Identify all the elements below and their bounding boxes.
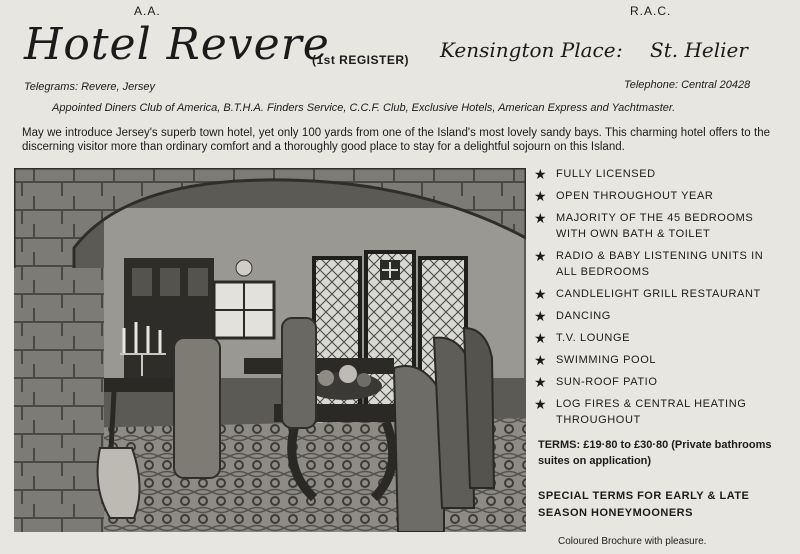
address-town: St. Helier — [650, 38, 748, 62]
features-list — [534, 166, 774, 434]
list-item — [534, 308, 774, 324]
list-item — [534, 248, 774, 280]
feature-text: OPEN THROUGHOUT YEAR — [556, 190, 714, 202]
feature-text: LOG FIRES & CENTRAL HEATING THROUGHOUT — [556, 398, 747, 426]
feature-text: CANDLELIGHT GRILL RESTAURANT — [556, 288, 761, 300]
star-icon: ★ — [534, 286, 548, 302]
star-icon: ★ — [534, 374, 548, 390]
list-item — [534, 352, 774, 368]
address-street: Kensington Place — [440, 38, 616, 62]
brochure-note: Coloured Brochure with pleasure. — [558, 536, 707, 547]
list-item — [534, 286, 774, 302]
star-icon: ★ — [534, 166, 548, 182]
telephone-label: Telephone: Central 20428 — [624, 79, 751, 91]
special-terms-text: SPECIAL TERMS FOR EARLY & LATE SEASON HONEYMOONERS — [538, 490, 750, 519]
star-icon: ★ — [534, 188, 548, 204]
list-item — [534, 374, 774, 390]
feature-text: MAJORITY OF THE 45 BEDROOMS WITH OWN BATH & TOILET — [556, 212, 754, 240]
appointments-line: Appointed Diners Club of America, B.T.H.A. Finders Service, C.C.F. Club, Exclusive Hotels, American Express and Yachtmaster. — [52, 102, 676, 114]
register-label: (1st REGISTER) — [312, 53, 410, 67]
star-icon: ★ — [534, 248, 548, 264]
feature-text: DANCING — [556, 310, 611, 322]
list-item — [534, 166, 774, 182]
dining-room-illustration — [14, 168, 526, 532]
star-icon: ★ — [534, 210, 548, 226]
dining-room-photo — [14, 168, 526, 532]
feature-text: SWIMMING POOL — [556, 354, 657, 366]
intro-paragraph: May we introduce Jersey's superb town hotel, yet only 100 yards from one of the Island's most lovely sandy bays. This charming hotel offers to the discerning visitor more than ordinary comfort and a thoroughly good place to stay for a delightful sojourn on this Island. — [22, 127, 770, 153]
terms-text: TERMS: £19·80 to £30·80 (Private bathrooms suites on application) — [538, 439, 772, 467]
star-icon: ★ — [534, 330, 548, 346]
list-item — [534, 188, 774, 204]
list-item — [534, 396, 774, 428]
feature-text: RADIO & BABY LISTENING UNITS IN ALL BEDROOMS — [556, 250, 764, 278]
feature-text: SUN-ROOF PATIO — [556, 376, 658, 388]
feature-text: FULLY LICENSED — [556, 168, 656, 180]
address-separator: : — [616, 38, 623, 62]
hotel-name: Hotel Revere — [24, 19, 330, 70]
star-icon: ★ — [534, 352, 548, 368]
rac-label: R.A.C. — [630, 4, 672, 18]
list-item — [534, 330, 774, 346]
feature-text: T.V. LOUNGE — [556, 332, 631, 344]
list-item — [534, 210, 774, 242]
telegrams-label: Telegrams: Revere, Jersey — [24, 81, 156, 93]
aa-label: A.A. — [134, 4, 161, 18]
star-icon: ★ — [534, 308, 548, 324]
star-icon: ★ — [534, 396, 548, 412]
